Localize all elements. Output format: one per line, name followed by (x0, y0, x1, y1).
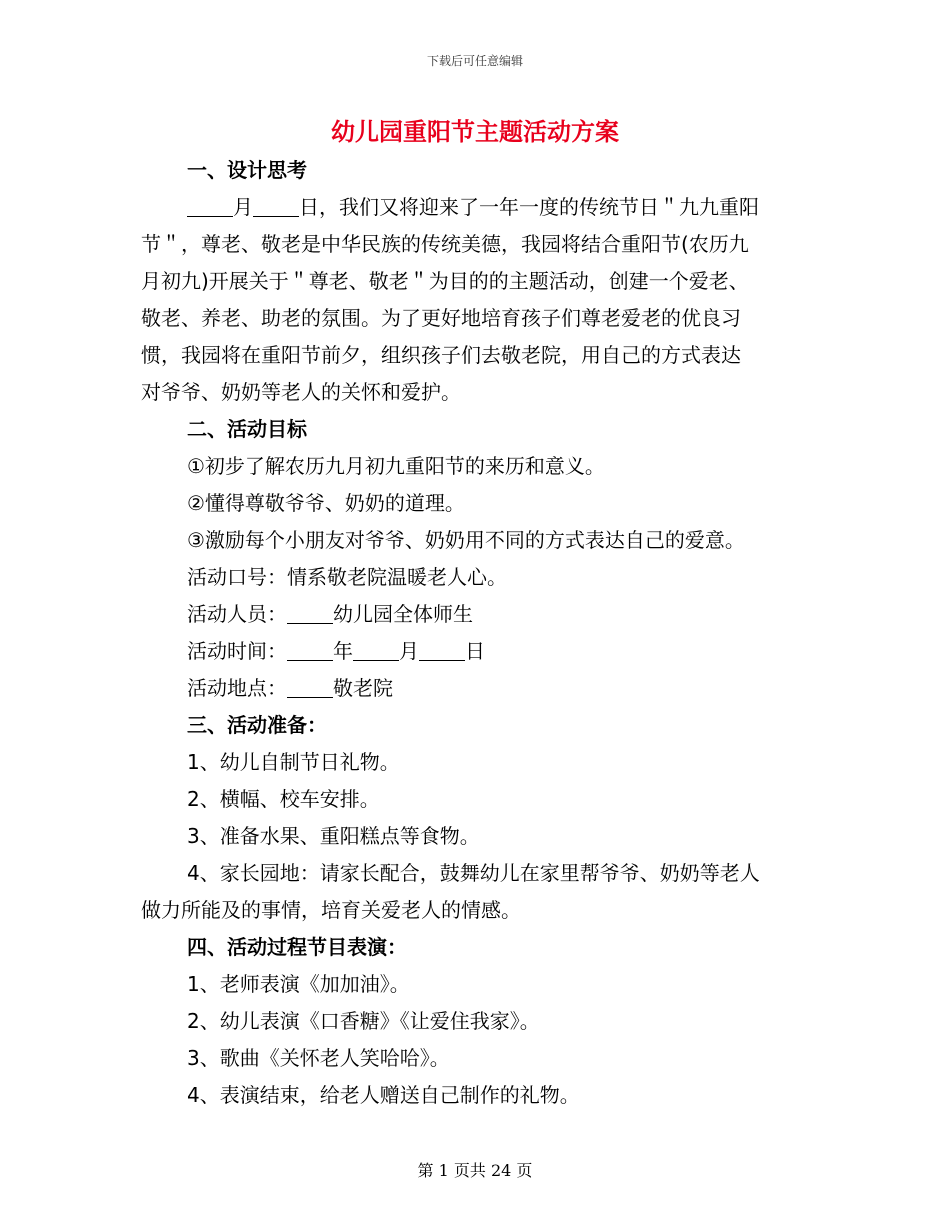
section-1-heading: 一、设计思考 (187, 158, 307, 182)
blank-field (419, 640, 465, 661)
paragraph-line: 节＂，尊老、敬老是中华民族的传统美德，我园将结合重阳节(农历九 (141, 232, 749, 256)
list-item-continuation: 做力所能及的事情，培育关爱老人的情感。 (141, 898, 521, 922)
list-item: 3、准备水果、重阳糕点等食物。 (187, 824, 480, 848)
paragraph-line: 惯，我园将在重阳节前夕，组织孩子们去敬老院，用自己的方式表达 (141, 343, 741, 367)
document-title: 幼儿园重阳节主题活动方案 (331, 117, 619, 146)
blank-field (187, 196, 233, 217)
section-2-heading: 二、活动目标 (187, 417, 307, 441)
text-fragment: 日，我们又将迎来了一年一度的传统节日＂九九重阳 (299, 195, 759, 219)
list-item: 1、幼儿自制节日礼物。 (187, 750, 400, 774)
list-item: 2、横幅、校车安排。 (187, 787, 380, 811)
page-header: 下载后可任意编辑 (426, 54, 523, 68)
section-3-heading: 三、活动准备： (187, 713, 327, 737)
list-item: 3、歌曲《关怀老人笑哈哈》。 (187, 1046, 450, 1070)
activity-slogan: 活动口号：情系敬老院温暖老人心。 (187, 565, 507, 589)
section-4-heading: 四、活动过程节目表演： (187, 935, 407, 959)
page-footer: 第 1 页共 24 页 (417, 1161, 533, 1180)
blank-field (253, 196, 299, 217)
field-label: 活动地点： (187, 676, 287, 700)
blank-field (287, 640, 333, 661)
text-fragment: 月 (233, 195, 253, 219)
paragraph-line: 月初九)开展关于＂尊老、敬老＂为目的的主题活动，创建一个爱老、 (141, 269, 749, 293)
field-value: 敬老院 (333, 676, 393, 700)
list-item: 2、幼儿表演《口香糖》《让爱住我家》。 (187, 1009, 540, 1033)
field-value: 月 (399, 639, 419, 663)
paragraph-line (141, 189, 809, 226)
list-item: 4、表演结束，给老人赠送自己制作的礼物。 (187, 1083, 580, 1107)
goal-item: ②懂得尊敬爷爷、奶奶的道理。 (187, 491, 465, 515)
activity-time (141, 633, 809, 670)
paragraph-line: 对爷爷、奶奶等老人的关怀和爱护。 (141, 380, 461, 404)
field-value: 幼儿园全体师生 (333, 602, 473, 626)
field-value: 日 (465, 639, 485, 663)
paragraph-line: 敬老、养老、助老的氛围。为了更好地培育孩子们尊老爱老的优良习 (141, 306, 741, 330)
list-item: 4、家长园地：请家长配合，鼓舞幼儿在家里帮爷爷、奶奶等老人 (187, 861, 760, 885)
goal-item: ③激励每个小朋友对爷爷、奶奶用不同的方式表达自己的爱意。 (187, 528, 745, 552)
field-label: 活动时间： (187, 639, 287, 663)
blank-field (353, 640, 399, 661)
activity-people (141, 596, 809, 633)
blank-field (287, 677, 333, 698)
blank-field (287, 603, 333, 624)
document-body (141, 152, 809, 1114)
activity-place (141, 670, 809, 707)
field-value: 年 (333, 639, 353, 663)
field-label: 活动人员： (187, 602, 287, 626)
list-item: 1、老师表演《加加油》。 (187, 972, 410, 996)
goal-item: ①初步了解农历九月初九重阳节的来历和意义。 (187, 454, 605, 478)
